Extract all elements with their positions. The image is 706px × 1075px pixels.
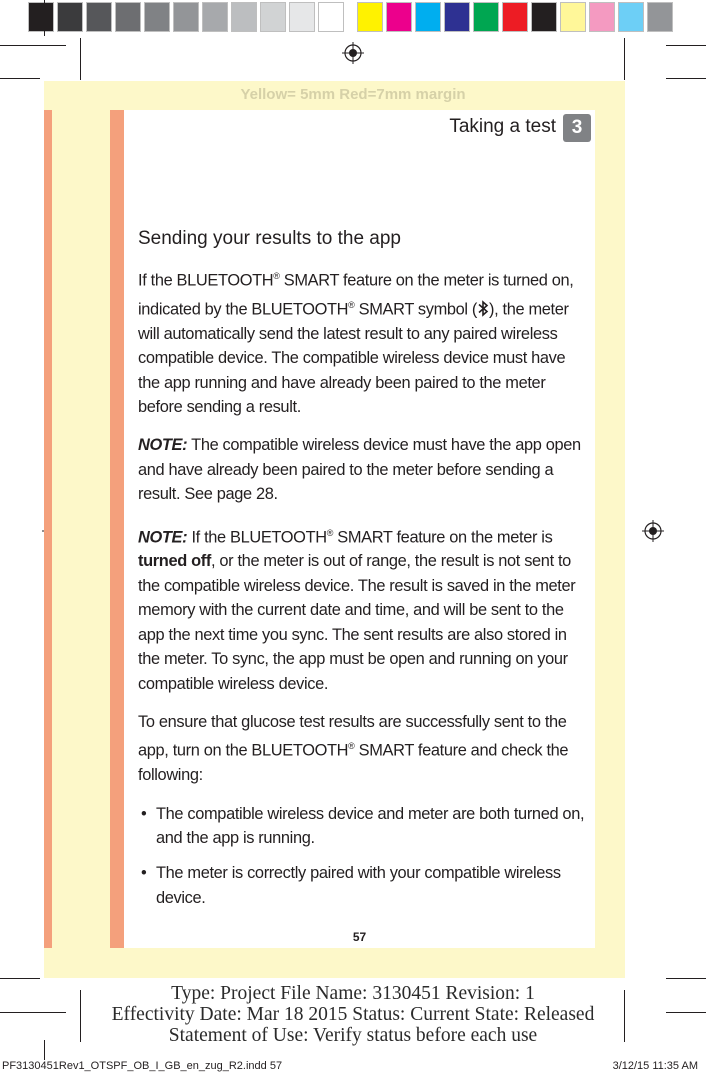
checklist xyxy=(138,802,588,911)
color-swatch xyxy=(115,2,141,32)
crop-mark xyxy=(80,38,81,80)
crop-mark xyxy=(0,978,40,979)
color-swatch xyxy=(415,2,441,32)
color-swatch xyxy=(386,2,412,32)
color-swatch xyxy=(173,2,199,32)
color-swatch xyxy=(144,2,170,32)
color-swatch xyxy=(289,2,315,32)
color-swatch xyxy=(28,2,54,32)
color-swatch xyxy=(57,2,83,32)
registration-mark-icon xyxy=(342,42,364,64)
color-swatch xyxy=(647,2,673,32)
registration-mark-icon xyxy=(642,520,664,542)
stamp-line-1: Type: Project File Name: 3130451 Revision: 1 xyxy=(171,983,535,1004)
body-text xyxy=(138,264,588,921)
color-swatch xyxy=(202,2,228,32)
note-1: NOTE: The compatible wireless device must have the app open and have already been paired to the meter before sending a result. See page 28. xyxy=(138,436,581,504)
paragraph-ensure: To ensure that glucose test results are successfully sent to the app, turn on the BLUETOOTH® SMART feature and check the following: xyxy=(138,712,569,785)
section-heading: Sending your results to the app xyxy=(138,228,402,249)
color-swatch xyxy=(231,2,257,32)
note-2: NOTE: If the BLUETOOTH® SMART feature on the meter is turned off, or the meter is out of range, the result is not sent to the compatible wireless device. The result is saved in the meter memory with the current date and time, and will be sent to the app the next time you sync. The sent results are also stored in the meter. To sync, the app must be open and running on your compatible wireless device. xyxy=(138,527,576,693)
color-swatch xyxy=(589,2,615,32)
crop-mark xyxy=(0,45,66,46)
color-swatch xyxy=(86,2,112,32)
margin-guide-left xyxy=(44,110,52,948)
color-swatch xyxy=(502,2,528,32)
color-swatch xyxy=(618,2,644,32)
crop-mark xyxy=(0,78,40,79)
crop-mark xyxy=(666,978,706,979)
crop-mark xyxy=(666,45,706,46)
stamp-line-2: Effectivity Date: Mar 18 2015 Status: Current State: Released xyxy=(111,1004,595,1025)
list-item: • The compatible wireless device and meter are both turned on, and the app is running. xyxy=(138,802,588,851)
color-swatch xyxy=(473,2,499,32)
crop-mark xyxy=(666,78,706,79)
color-swatch xyxy=(444,2,470,32)
stamp-line-3: Statement of Use: Verify status before each use xyxy=(168,1025,538,1046)
slug-file: PF3130451Rev1_OTSPF_OB_I_GB_en_zug_R2.indd 57 xyxy=(2,1060,283,1072)
slug-date: 3/12/15 11:35 AM xyxy=(612,1060,698,1072)
margin-note: Yellow= 5mm Red=7mm margin xyxy=(240,86,466,103)
color-swatch xyxy=(560,2,586,32)
chapter-title: Taking a test xyxy=(449,116,556,137)
page-number: 57 xyxy=(352,930,367,944)
paragraph-intro: If the BLUETOOTH® SMART feature on the meter is turned on, indicated by the BLUETOOTH® SMART symbol ( ), the meter will automatically send the latest result to any paired wireless compatible device. The compatible wireless device must have the app running and have already been paired to the meter before sending a result. xyxy=(138,271,574,416)
bluetooth-icon xyxy=(477,300,489,317)
margin-guide-inner xyxy=(110,110,124,948)
crop-mark xyxy=(624,38,625,80)
color-swatch xyxy=(318,2,344,32)
list-item: • The meter is correctly paired with your compatible wireless device. xyxy=(138,861,588,910)
chapter-number: 3 xyxy=(563,114,591,142)
crop-mark xyxy=(44,0,45,36)
color-swatch xyxy=(531,2,557,32)
color-swatch xyxy=(260,2,286,32)
color-swatch xyxy=(357,2,383,32)
